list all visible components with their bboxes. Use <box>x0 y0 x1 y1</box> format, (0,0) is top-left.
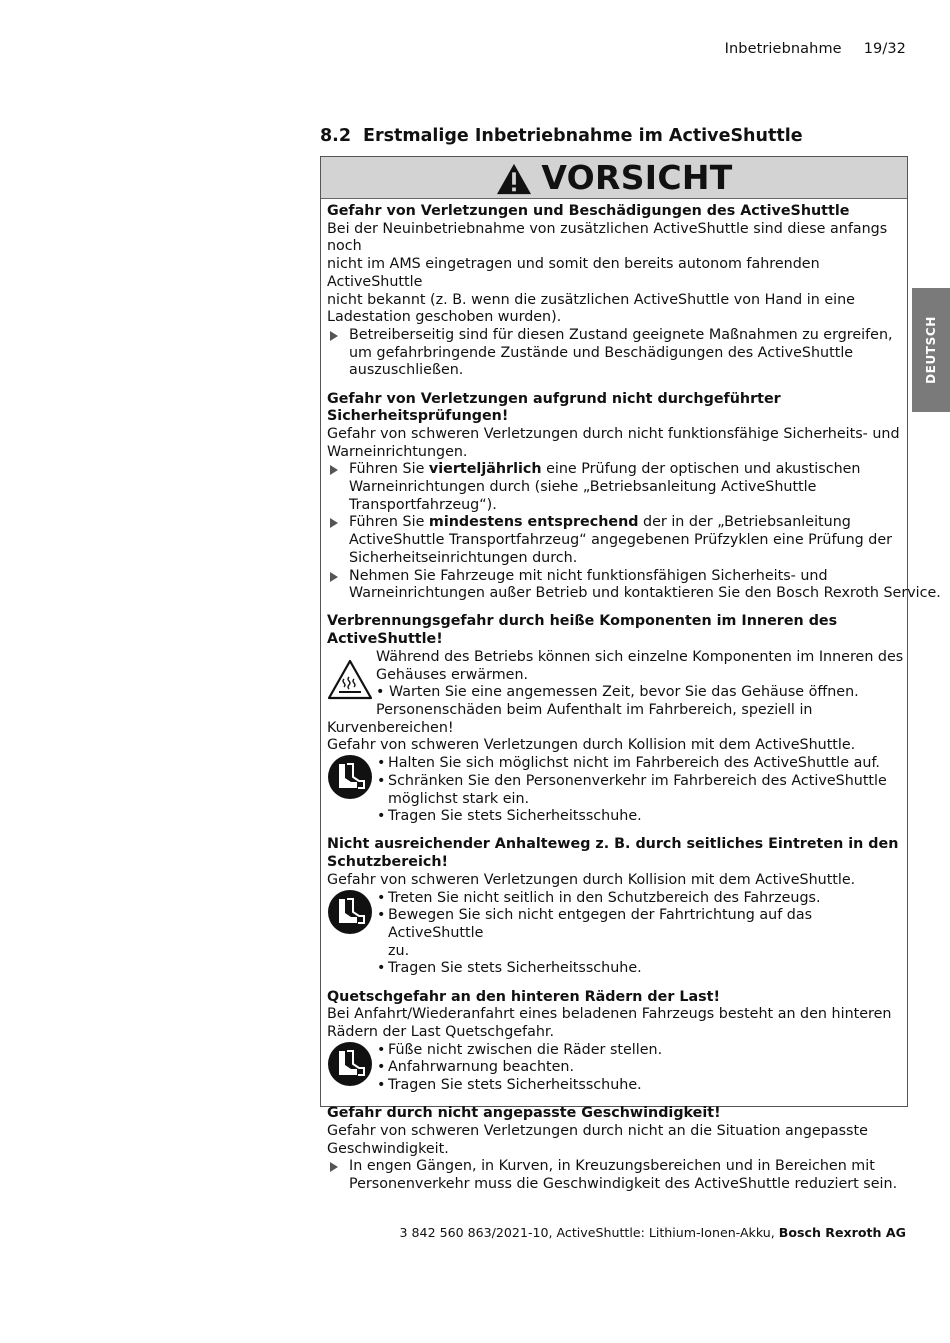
hazard-text: Rädern der Last Quetschgefahr. <box>327 1023 555 1040</box>
hazard-title: Verbrennungsgefahr durch heiße Komponenten im Inneren des ActiveShuttle! <box>327 613 838 648</box>
step-text: ActiveShuttle Transportfahrzeug“ angegebenen Prüfzyklen eine Prüfung der <box>349 532 893 549</box>
hazard-text: Gefahr von schweren Verletzungen durch nicht funktionsfähige Sicherheits- und <box>327 425 900 442</box>
warning-triangle-icon <box>495 162 533 196</box>
step-text: Transportfahrzeug“). <box>349 496 497 513</box>
safety-shoes-icon <box>327 754 373 800</box>
safety-shoes-row <box>327 755 907 826</box>
step-arrow-icon <box>330 518 338 528</box>
step-text-part: Führen Sie <box>349 461 429 478</box>
hazard-text: Geschwindigkeit. <box>327 1140 449 1157</box>
header-chapter: Inbetriebnahme <box>724 41 842 57</box>
instruction-item: • Tragen Sie stets Sicherheitsschuhe. <box>376 1077 907 1095</box>
hazard-title: Gefahr von Verletzungen und Beschädigungen des ActiveShuttle <box>327 203 850 219</box>
page-number: 19/32 <box>863 41 906 57</box>
hazard-text: nicht bekannt (z. B. wenn die zusätzlichen ActiveShuttle von Hand in eine <box>327 291 855 308</box>
hot-surface-icon <box>327 658 373 700</box>
hazard-text: Gefahr von schweren Verletzungen durch nicht an die Situation angepasste <box>327 1122 868 1139</box>
hazard-title: Nicht ausreichender Anhalteweg z. B. durch seitliches Eintreten in den <box>327 836 899 853</box>
hazard-title: Gefahr durch nicht angepasste Geschwindigkeit! <box>327 1105 721 1122</box>
step-text: Personenverkehr muss die Geschwindigkeit des ActiveShuttle reduziert sein. <box>349 1176 898 1193</box>
safety-shoes-icon <box>327 1041 373 1087</box>
hazard-text: Kurvenbereichen! <box>327 719 454 736</box>
signal-word: VORSICHT <box>541 158 733 197</box>
hazard-title: Quetschgefahr an den hinteren Rädern der Last! <box>327 988 720 1005</box>
hazard-block-safety-checks <box>327 390 941 603</box>
instruction-item: • Tragen Sie stets Sicherheitsschuhe. <box>376 960 907 978</box>
hazard-block-activation <box>327 203 907 380</box>
language-tab <box>912 288 950 412</box>
footer-company: Bosch Rexroth AG <box>778 1225 906 1240</box>
footer-document: 3 842 560 863/2021-10, ActiveShuttle: Lithium-Ionen-Akku, <box>399 1225 779 1240</box>
instruction-item: • Halten Sie sich möglichst nicht im Fahrbereich des ActiveShuttle auf. <box>376 755 907 773</box>
safety-shoes-icon <box>327 889 373 935</box>
step-text: Sicherheitseinrichtungen durch. <box>349 549 578 566</box>
hazard-text: Gehäuses erwärmen. <box>376 666 529 683</box>
hot-surface-row <box>327 649 907 720</box>
instruction-item: • Anfahrwarnung beachten. <box>376 1059 907 1077</box>
hazard-block-crushing <box>327 989 907 1095</box>
action-step <box>327 1158 907 1193</box>
step-text: Warneinrichtungen durch (siehe „Betriebsanleitung ActiveShuttle <box>349 479 817 496</box>
hazard-text: Warneinrichtungen. <box>327 443 468 460</box>
step-text-emphasis: vierteljährlich <box>428 461 542 478</box>
action-step <box>327 461 907 514</box>
hazard-text: nicht im AMS eingetragen und somit den bereits autonom fahrenden ActiveShuttle <box>327 256 820 290</box>
hazard-block-speed <box>327 1105 907 1194</box>
step-text: Warneinrichtungen außer Betrieb und kontaktieren Sie den Bosch Rexroth Service. <box>349 585 941 602</box>
hazard-text: Ladestation geschoben wurden). <box>327 309 562 326</box>
instruction-item-cont: möglichst stark ein. <box>388 790 530 807</box>
instruction-item: • Schränken Sie den Personenverkehr im Fahrbereich des ActiveShuttle <box>376 773 907 791</box>
hazard-text: Bei Anfahrt/Wiederanfahrt eines beladenen Fahrzeugs besteht an den hinteren <box>327 1006 892 1023</box>
instruction-item: • Bewegen Sie sich nicht entgegen der Fahrtrichtung auf das ActiveShuttle <box>376 907 907 942</box>
section-title: Erstmalige Inbetriebnahme im ActiveShuttle <box>363 126 803 146</box>
step-arrow-icon <box>330 572 338 582</box>
action-step <box>327 327 907 380</box>
safety-shoes-row <box>327 890 907 979</box>
step-text <box>349 514 907 532</box>
hazard-text: Während des Betriebs können sich einzelne Komponenten im Inneren des <box>376 648 904 665</box>
action-step <box>327 567 941 603</box>
action-step <box>327 514 907 567</box>
hazard-block-burns <box>327 613 907 825</box>
section-number: 8.2 <box>320 126 352 146</box>
step-text: auszuschließen. <box>349 362 464 379</box>
page-header <box>725 41 906 57</box>
hazard-text: Bei der Neuinbetriebnahme von zusätzlichen ActiveShuttle sind diese anfangs noch <box>327 220 888 255</box>
step-text: In engen Gängen, in Kurven, in Kreuzungsbereichen und in Bereichen mit <box>349 1158 875 1175</box>
step-text: um gefahrbringende Zustände und Beschädigungen des ActiveShuttle <box>349 344 854 361</box>
hazard-text: Gefahr von schweren Verletzungen durch Kollision mit dem ActiveShuttle. <box>327 871 856 888</box>
step-text-part: eine Prüfung der optischen und akustischen <box>541 461 861 478</box>
step-text: Betreiberseitig sind für diesen Zustand geeignete Maßnahmen zu ergreifen, <box>349 326 893 343</box>
page-footer <box>400 1225 906 1240</box>
instruction-item-cont: zu. <box>388 942 410 959</box>
step-text-part: Führen Sie <box>349 514 429 531</box>
section-heading <box>320 126 803 146</box>
hazard-title: Gefahr von Verletzungen aufgrund nicht durchgeführter Sicherheitsprüfungen! <box>327 390 781 425</box>
hazard-text: Gefahr von schweren Verletzungen durch Kollision mit dem ActiveShuttle. <box>327 737 856 754</box>
hazard-text: • Warten Sie eine angemessen Zeit, bevor Sie das Gehäuse öffnen. <box>376 684 859 701</box>
step-text-part: der in der „Betriebsanleitung <box>638 514 851 531</box>
caution-header <box>321 157 907 199</box>
hazard-block-stopping-distance <box>327 836 907 978</box>
hazard-text: Personenschäden beim Aufenthalt im Fahrbereich, speziell in <box>376 701 813 718</box>
instruction-item: • Treten Sie nicht seitlich in den Schutzbereich des Fahrzeugs. <box>376 890 907 908</box>
step-text <box>349 461 907 479</box>
step-text: Nehmen Sie Fahrzeuge mit nicht funktionsfähigen Sicherheits- und <box>349 567 828 584</box>
step-arrow-icon <box>330 465 338 475</box>
safety-shoes-row <box>327 1042 907 1095</box>
step-text-emphasis: mindestens entsprechend <box>428 514 639 531</box>
step-arrow-icon <box>330 331 338 341</box>
instruction-item: • Füße nicht zwischen die Räder stellen. <box>376 1042 907 1060</box>
step-arrow-icon <box>330 1162 338 1172</box>
instruction-item: • Tragen Sie stets Sicherheitsschuhe. <box>376 808 907 826</box>
language-tab-label: DEUTSCH <box>924 316 938 384</box>
hazard-title: Schutzbereich! <box>327 854 449 871</box>
